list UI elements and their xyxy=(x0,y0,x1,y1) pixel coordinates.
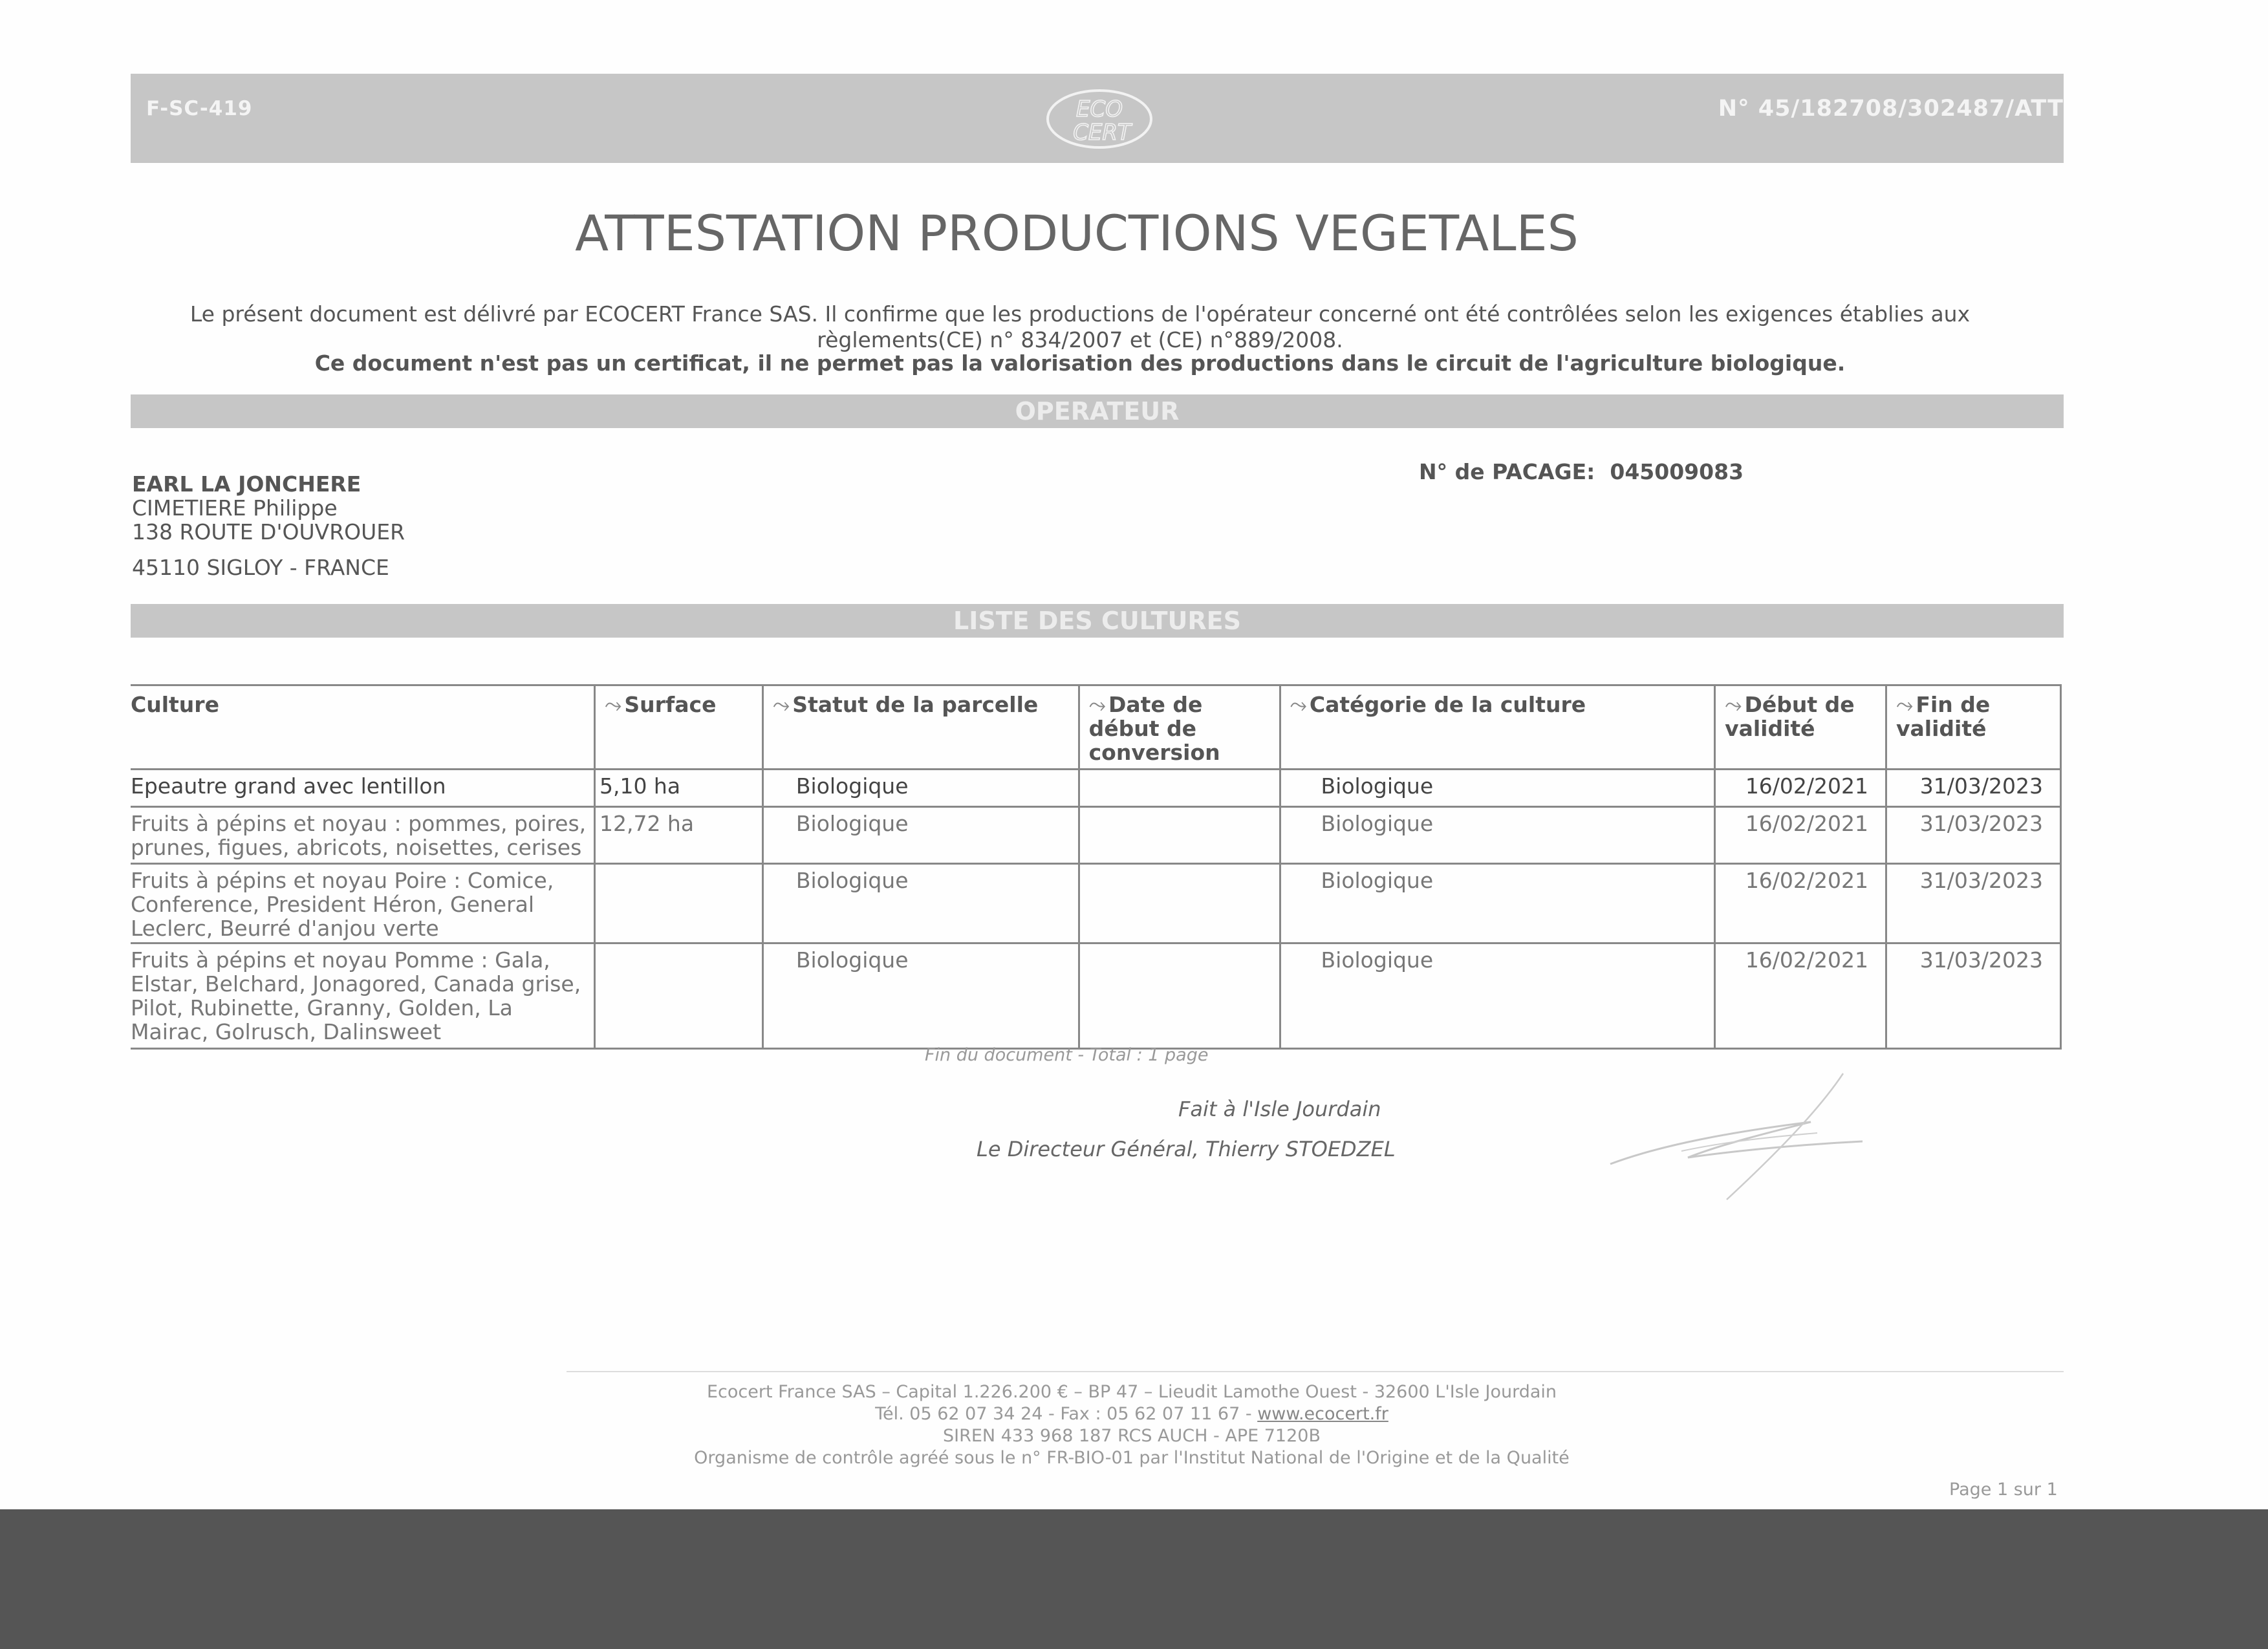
header-bar xyxy=(131,74,2064,163)
cell-status: Biologique xyxy=(762,807,1079,864)
pacage-label: N° de PACAGE: xyxy=(1419,459,1595,484)
cell-culture: Fruits à pépins et noyau : pommes, poires, prunes, figues, abricots, noisettes, cerises xyxy=(131,807,594,864)
column-header-category: ⤳ Catégorie de la culture xyxy=(1280,685,1715,770)
table-row xyxy=(131,943,2061,1049)
sort-arrow-icon: ⤳ xyxy=(1725,692,1742,717)
cell-end: 31/03/2023 xyxy=(1886,943,2061,1049)
cell-start: 16/02/2021 xyxy=(1715,770,1886,807)
signature-place: Fait à l'Isle Jourdain xyxy=(1178,1097,1381,1121)
cell-status: Biologique xyxy=(762,770,1079,807)
operator-contact: CIMETIERE Philippe xyxy=(132,495,338,521)
cell-start: 16/02/2021 xyxy=(1715,807,1886,864)
operator-street: 138 ROUTE D'OUVROUER xyxy=(132,519,405,544)
cell-surface: 5,10 ha xyxy=(594,770,762,807)
operator-city: 45110 SIGLOY - FRANCE xyxy=(132,555,389,580)
footer-siren: SIREN 433 968 187 RCS AUCH - APE 7120B xyxy=(943,1426,1321,1446)
sort-arrow-icon: ⤳ xyxy=(772,692,790,717)
cell-start: 16/02/2021 xyxy=(1715,864,1886,943)
column-header-surface: ⤳ Surface xyxy=(594,685,762,770)
table-header-row xyxy=(131,685,2061,770)
footer-divider xyxy=(567,1371,2064,1372)
cell-category: Biologique xyxy=(1280,864,1715,943)
sort-arrow-icon: ⤳ xyxy=(1896,692,1914,717)
column-header-conversion: ⤳ Date de début de conversion xyxy=(1079,685,1280,770)
signature-director: Le Directeur Général, Thierry STOEDZEL xyxy=(977,1137,1396,1161)
cell-status: Biologique xyxy=(762,943,1079,1049)
cell-conversion xyxy=(1079,770,1280,807)
operator-name: EARL LA JONCHERE xyxy=(132,471,362,497)
section-title-crops: LISTE DES CULTURES xyxy=(953,607,1241,635)
footer-accreditation: Organisme de contrôle agréé sous le n° FR-BIO-01 par l'Institut National de l'Origine et de la Qualité xyxy=(694,1448,1570,1468)
handwritten-signature xyxy=(1604,1061,1875,1209)
form-code: F-SC-419 xyxy=(146,97,253,120)
website-link[interactable]: www.ecocert.fr xyxy=(1257,1404,1388,1424)
sort-arrow-icon: ⤳ xyxy=(1290,692,1307,717)
column-header-culture: Culture xyxy=(131,685,594,770)
cell-conversion xyxy=(1079,864,1280,943)
column-header-start: ⤳ Début de validité xyxy=(1715,685,1886,770)
cell-surface xyxy=(594,864,762,943)
footer-company: Ecocert France SAS – Capital 1.226.200 € – BP 47 – Lieudit Lamothe Ouest - 32600 L'Isle Jourdain xyxy=(706,1382,1557,1402)
section-bar-operator xyxy=(131,394,2064,428)
column-header-end: ⤳ Fin de validité xyxy=(1886,685,2061,770)
cell-surface: 12,72 ha xyxy=(594,807,762,864)
logo-text-eco: ECO xyxy=(1076,96,1123,122)
crops-table xyxy=(131,684,2062,1050)
logo-text-cert: CERT xyxy=(1073,120,1131,146)
table-row xyxy=(131,864,2061,943)
cell-culture: Fruits à pépins et noyau Pomme : Gala, Elstar, Belchard, Jonagored, Canada grise, Pilot, Rubinette, Granny, Golden, La Mairac, Golrusch, Dalinsweet xyxy=(131,943,594,1049)
ecocert-logo xyxy=(1041,85,1158,153)
column-header-status: ⤳ Statut de la parcelle xyxy=(762,685,1079,770)
document-title: ATTESTATION PRODUCTIONS VEGETALES xyxy=(575,204,1579,262)
cell-category: Biologique xyxy=(1280,770,1715,807)
cell-culture: Fruits à pépins et noyau Poire : Comice, Conference, President Héron, General Leclerc, Beurré d'anjou verte xyxy=(131,864,594,943)
cell-category: Biologique xyxy=(1280,807,1715,864)
sort-arrow-icon: ⤳ xyxy=(1088,692,1107,717)
section-bar-crops xyxy=(131,604,2064,638)
cell-conversion xyxy=(1079,807,1280,864)
cell-culture: Epeautre grand avec lentillon xyxy=(131,770,594,807)
scanner-background xyxy=(0,1509,2268,1649)
cell-end: 31/03/2023 xyxy=(1886,807,2061,864)
cell-end: 31/03/2023 xyxy=(1886,770,2061,807)
footer xyxy=(556,1381,1707,1469)
certificate-number: N° 45/182708/302487/ATT xyxy=(1718,96,2064,122)
cell-category: Biologique xyxy=(1280,943,1715,1049)
end-of-document-note: Fin du document - Total : 1 page xyxy=(925,1045,1209,1065)
cell-start: 16/02/2021 xyxy=(1715,943,1886,1049)
section-title-operator: OPERATEUR xyxy=(1015,397,1180,426)
cell-conversion xyxy=(1079,943,1280,1049)
page-number: Page 1 sur 1 xyxy=(1949,1480,2058,1500)
cell-end: 31/03/2023 xyxy=(1886,864,2061,943)
intro-text: Le présent document est délivré par ECOCERT France SAS. Il confirme que les productions de l'opérateur concerné ont été contrôlées selon les exigences établies aux règlements(CE) n° 834/2007 et (CE) n°889/2008. xyxy=(189,301,1971,352)
footer-contact: Tél. 05 62 07 34 24 - Fax : 05 62 07 11 67 - www.ecocert.fr xyxy=(875,1404,1388,1424)
cell-surface xyxy=(594,943,762,1049)
table-row xyxy=(131,770,2061,807)
cell-status: Biologique xyxy=(762,864,1079,943)
pacage-value: 045009083 xyxy=(1610,459,1744,484)
operator-address xyxy=(132,472,405,579)
sort-arrow-icon: ⤳ xyxy=(604,692,622,717)
intro-disclaimer: Ce document n'est pas un certificat, il ne permet pas la valorisation des productions dans le circuit de l'agriculture biologique. xyxy=(314,350,1846,376)
table-row xyxy=(131,807,2061,864)
pacage-number xyxy=(1419,459,1744,484)
